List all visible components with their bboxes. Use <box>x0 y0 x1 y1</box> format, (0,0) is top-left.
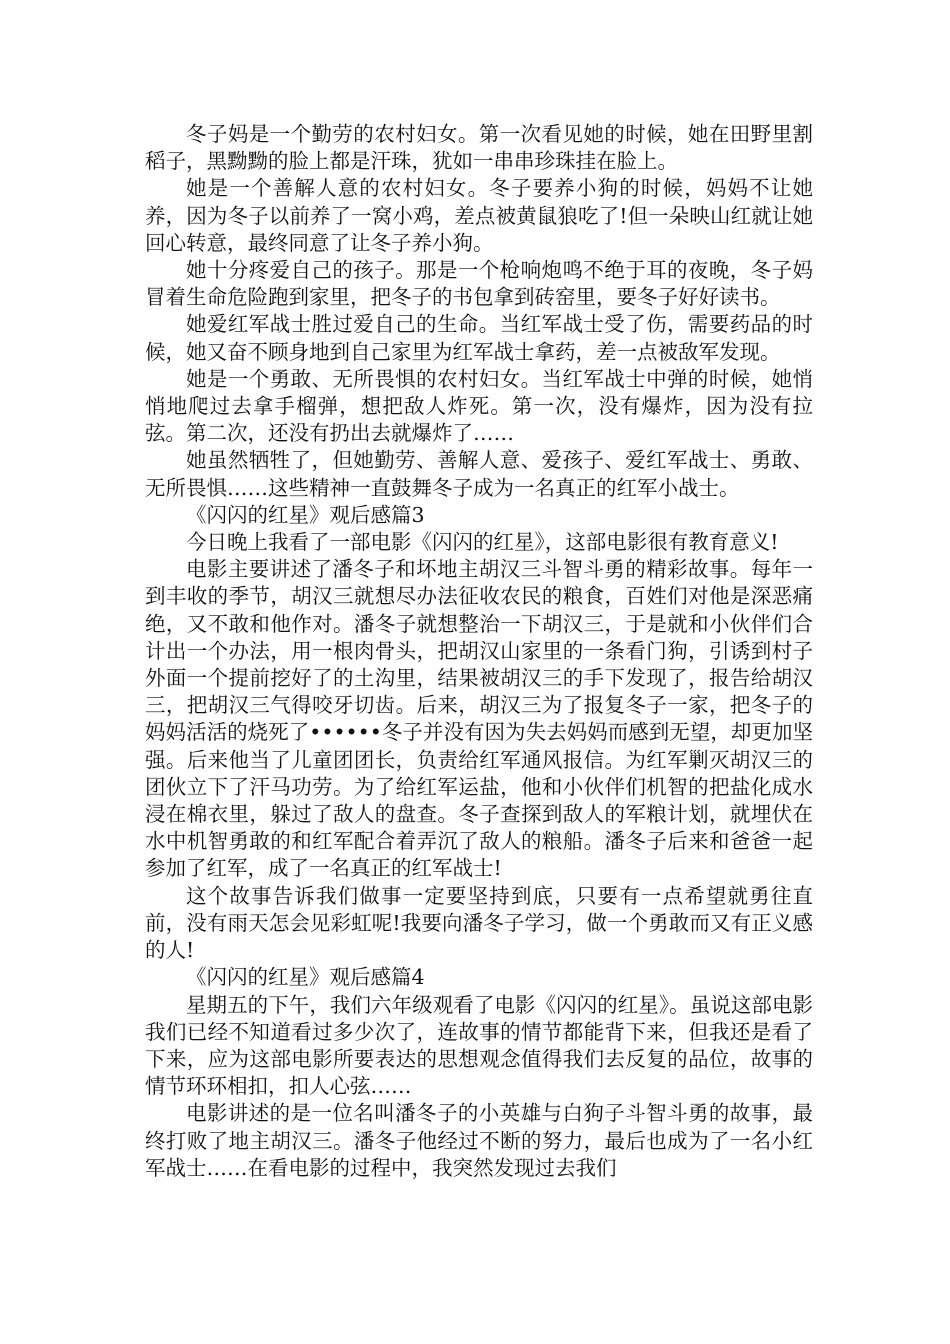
paragraph: 这个故事告诉我们做事一定要坚持到底，只要有一点希望就勇往直前，没有雨天怎会见彩虹呢!我要向潘冬子学习，做一个勇敢而又有正义感的人! <box>145 883 813 963</box>
paragraph: 电影讲述的是一位名叫潘冬子的小英雄与白狗子斗智斗勇的故事，最终打败了地主胡汉三。潘冬子他经过不断的努力，最后也成为了一名小红军战士……在看电影的过程中，我突然发现过去我们 <box>145 1101 813 1180</box>
paragraph: 她爱红军战士胜过爱自己的生命。当红军战士受了伤，需要药品的时候，她又奋不顾身地到自己家里为红军战士拿药，差一点被敌军发现。 <box>145 312 813 364</box>
document-body <box>145 121 813 1182</box>
paragraph: 电影主要讲述了潘冬子和坏地主胡汉三斗智斗勇的精彩故事。每年一到丰收的季节，胡汉三就想尽办法征收农民的粮食，百姓们对他是深恶痛绝，又不敢和他作对。潘冬子就想整治一下胡汉三，于是就和小伙伴们合计出一个办法，用一根肉骨头，把胡汉山家里的一条看门狗，引诱到村子外面一个提前挖好了的土沟里，结果被胡汉三的手下发现了，报告给胡汉三，把胡汉三气得咬牙切齿。后来，胡汉三为了报复冬子一家，把冬子的妈妈活活的烧死了••••••冬子并没有因为失去妈妈而感到无望，却更加坚强。后来他当了儿童团团长，负责给红军通风报信。为红军剿灭胡汉三的团伙立下了汗马功劳。为了给红军运盐，他和小伙伴们机智的把盐化成水浸在棉衣里，躲过了敌人的盘查。冬子查探到敌人的军粮计划，就埋伏在水中机智勇敢的和红军配合着弄沉了敌人的粮船。潘冬子后来和爸爸一起参加了红军，成了一名真正的红军战士! <box>145 557 813 881</box>
paragraph: 星期五的下午，我们六年级观看了电影《闪闪的红星》。虽说这部电影我们已经不知道看过多少次了，连故事的情节都能背下来，但我还是看了下来，应为这部电影所要表达的思想观念值得我们去反复的品位，故事的情节环环相扣，扣人心弦…… <box>145 992 813 1099</box>
paragraph: 她是一个勇敢、无所畏惧的农村妇女。当红军战士中弹的时候，她悄悄地爬过去拿手榴弹，想把敌人炸死。第一次，没有爆炸，因为没有拉弦。第二次，还没有扔出去就爆炸了…… <box>145 366 813 446</box>
paragraph: 她是一个善解人意的农村妇女。冬子要养小狗的时候，妈妈不让她养，因为冬子以前养了一窝小鸡，差点被黄鼠狼吃了!但一朵映山红就让她回心转意，最终同意了让冬子养小狗。 <box>145 176 813 255</box>
paragraph: 冬子妈是一个勤劳的农村妇女。第一次看见她的时候，她在田野里割稻子，黑黝黝的脸上都是汗珠，犹如一串串珍珠挂在脸上。 <box>145 122 813 174</box>
section-heading: 《闪闪的红星》观后感篇3 <box>186 502 425 527</box>
paragraph: 她虽然牺牲了，但她勤劳、善解人意、爱孩子、爱红军战士、勇敢、无所畏惧……这些精神一直鼓舞冬子成为一名真正的红军小战士。 <box>145 448 813 500</box>
section-heading: 《闪闪的红星》观后感篇4 <box>186 965 425 990</box>
paragraph: 她十分疼爱自己的孩子。那是一个枪响炮鸣不绝于耳的夜晚，冬子妈冒着生命危险跑到家里，把冬子的书包拿到砖窑里，要冬子好好读书。 <box>145 258 813 310</box>
paragraph: 今日晚上我看了一部电影《闪闪的红星》，这部电影很有教育意义! <box>186 530 779 555</box>
